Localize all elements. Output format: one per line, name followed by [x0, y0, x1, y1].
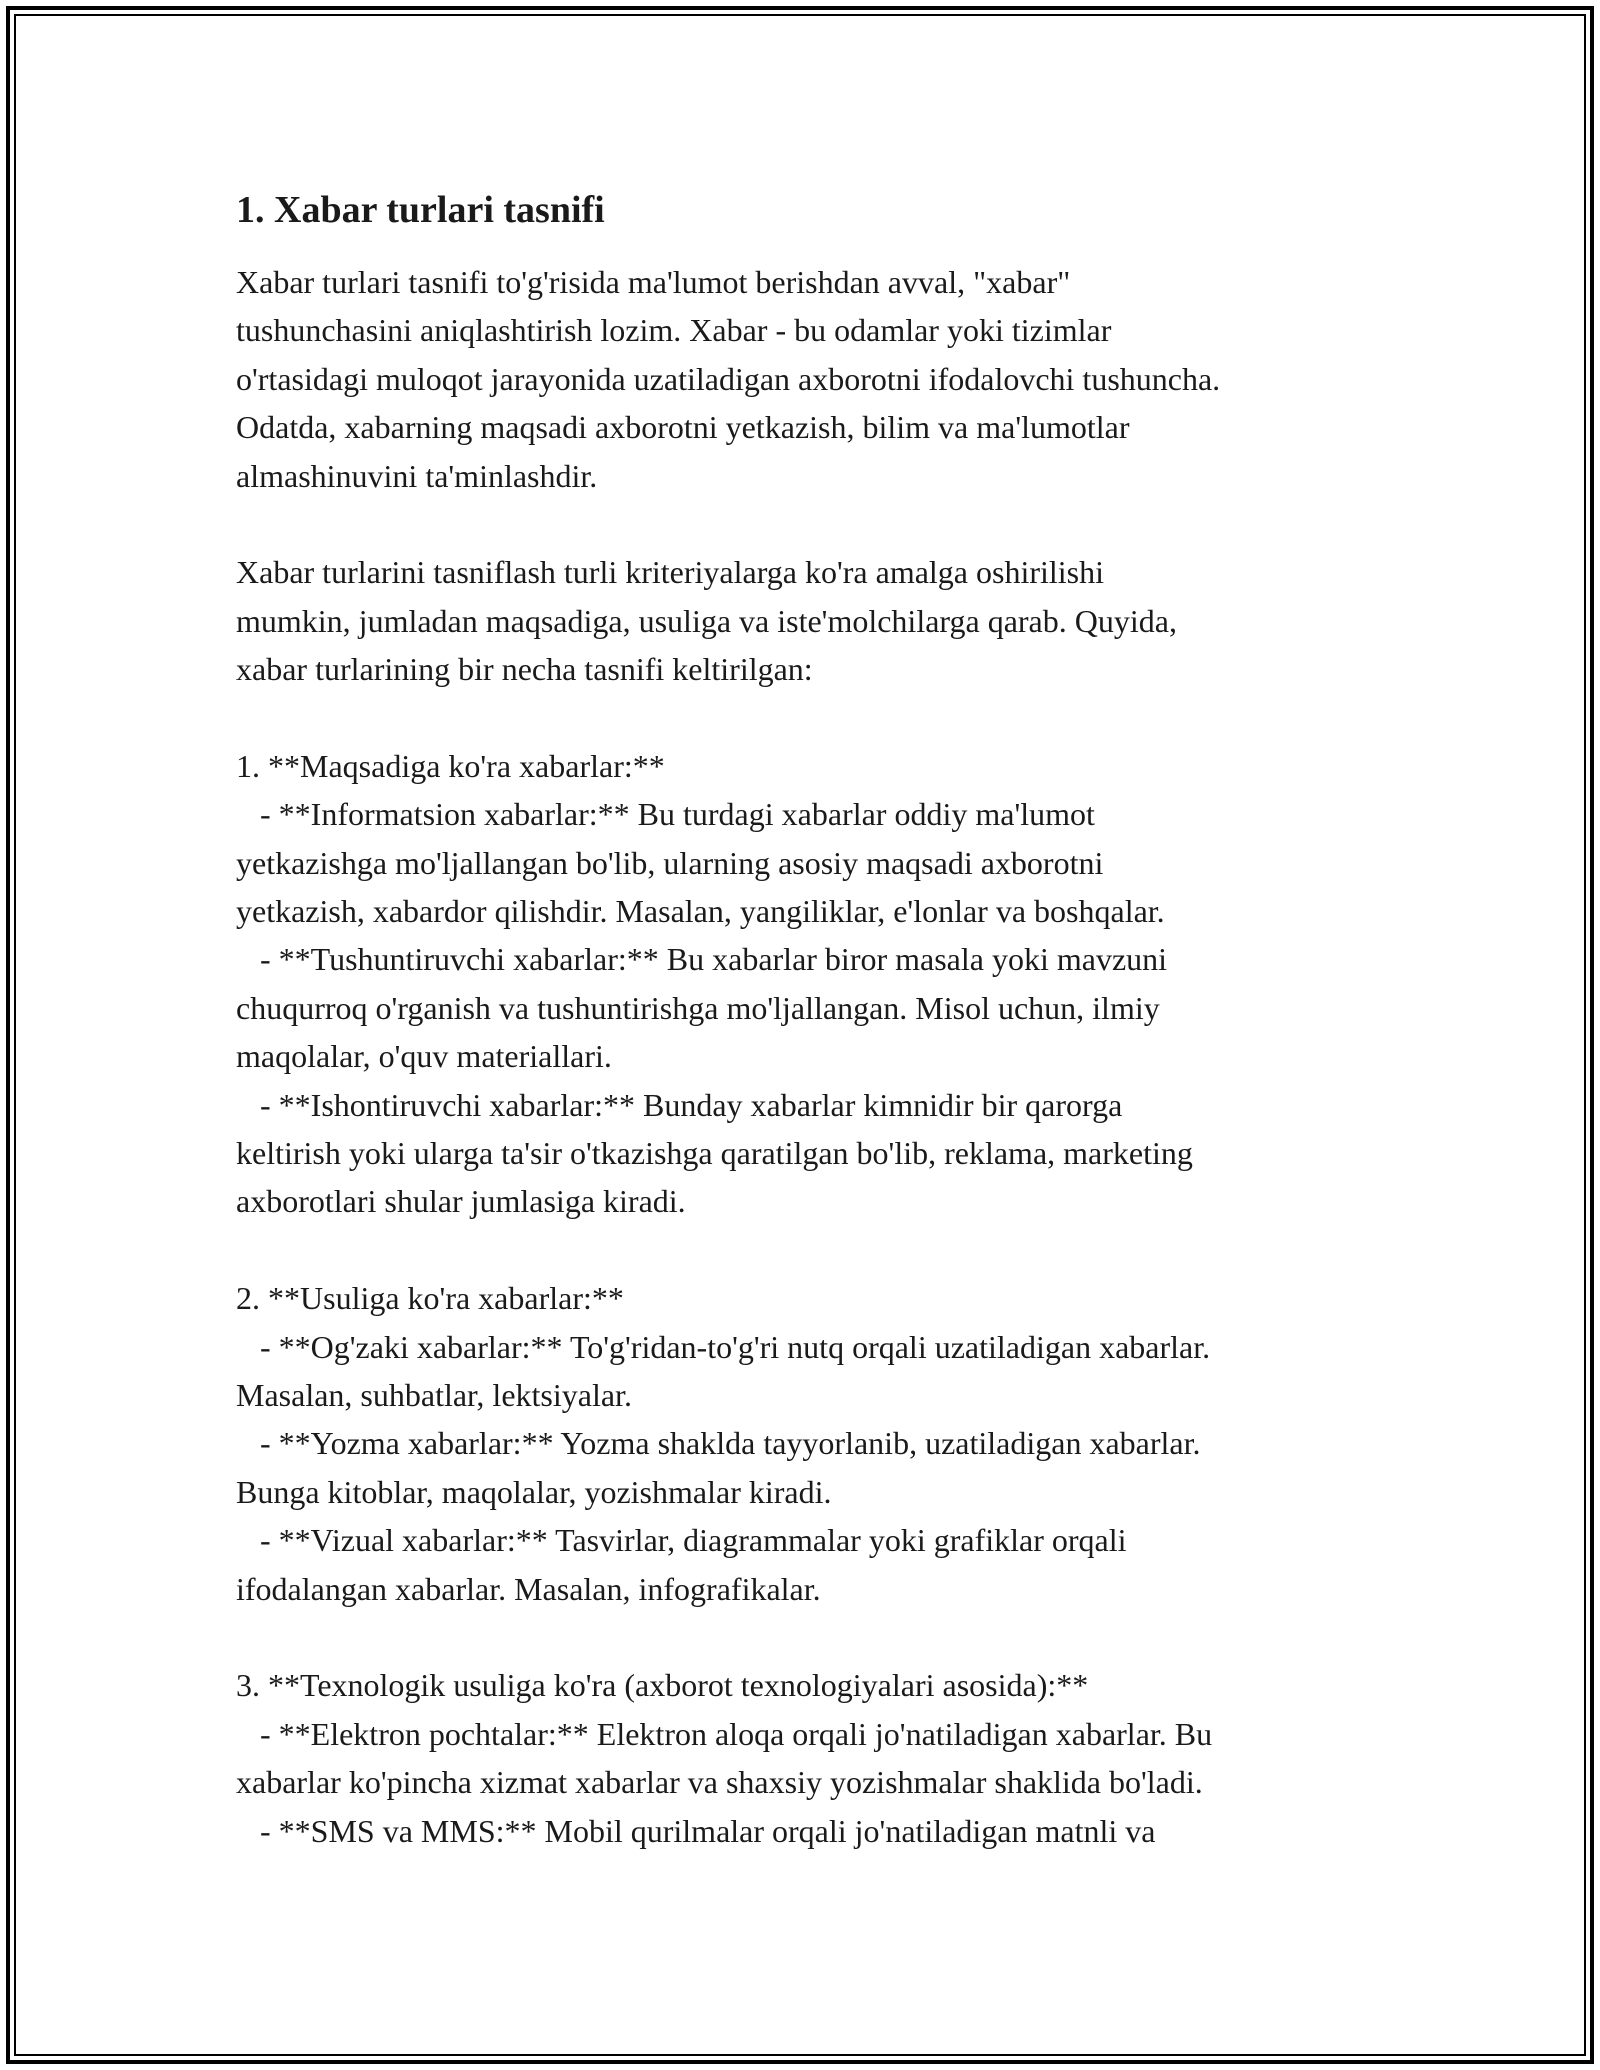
text-line: Xabar turlari tasnifi to'g'risida ma'lumot berishdan avval, "xabar" — [236, 264, 1071, 300]
text-line: almashinuvini ta'minlashdir. — [236, 457, 598, 494]
text-line: 3. **Texnologik usuliga ko'ra (axborot texnologiyalari asosida):** — [236, 1667, 1089, 1704]
text-line: - **Yozma xabarlar:** Yozma shaklda tayyorlanib, uzatiladigan xabarlar. — [236, 1425, 1201, 1462]
text-line: xabarlar ko'pincha xizmat xabarlar va shaxsiy yozishmalar shaklida bo'ladi. — [236, 1764, 1203, 1801]
text-line: - **Ishontiruvchi xabarlar:** Bunday xabarlar kimnidir bir qarorga — [236, 1086, 1123, 1123]
text-line: tushunchasini aniqlashtirish lozim. Xabar - bu odamlar yoki tizimlar — [236, 312, 1112, 349]
text-line: yetkazishga mo'ljallangan bo'lib, ularning asosiy maqsadi axborotni — [236, 844, 1104, 881]
paragraph — [236, 1661, 1376, 1855]
text-line: ifodalangan xabarlar. Masalan, infografikalar. — [236, 1570, 821, 1607]
text-line: mumkin, jumladan maqsadiga, usuliga va iste'molchilarga qarab. Quyida, — [236, 602, 1177, 639]
text-line: Masalan, suhbatlar, lektsiyalar. — [236, 1376, 632, 1413]
document-title: 1. Xabar turlari tasnifi — [236, 189, 605, 231]
text-line: keltirish yoki ularga ta'sir o'tkazishga qaratilgan bo'lib, reklama, marketing — [236, 1135, 1193, 1172]
text-line: 1. **Maqsadiga ko'ra xabarlar:** — [236, 747, 665, 784]
text-line: yetkazish, xabardor qilishdir. Masalan, yangiliklar, e'lonlar va boshqalar. — [236, 893, 1165, 930]
text-line: Xabar turlarini tasniflash turli kriteriyalarga ko'ra amalga oshirilishi — [236, 554, 1105, 591]
text-line: - **Elektron pochtalar:** Elektron aloqa orqali jo'natiladigan xabarlar. Bu — [236, 1715, 1213, 1752]
text-line: - **Vizual xabarlar:** Tasvirlar, diagrammalar yoki grafiklar orqali — [236, 1522, 1127, 1559]
text-line: Bunga kitoblar, maqolalar, yozishmalar kiradi. — [236, 1473, 832, 1510]
text-line: - **Og'zaki xabarlar:** To'g'ridan-to'g'ri nutq orqali uzatiladigan xabarlar. — [236, 1328, 1211, 1365]
text-line: - **SMS va MMS:** Mobil qurilmalar orqali jo'natiladigan matnli va — [236, 1812, 1156, 1849]
paragraph — [236, 258, 1376, 500]
text-line: xabar turlarining bir necha tasnifi keltirilgan: — [236, 651, 813, 688]
text-line: 2. **Usuliga ko'ra xabarlar:** — [236, 1280, 624, 1317]
paragraph — [236, 1274, 1376, 1613]
text-line: o'rtasidagi muloqot jarayonida uzatiladigan axborotni ifodalovchi tushuncha. — [236, 360, 1221, 397]
document-body — [236, 186, 1376, 1855]
paragraph — [236, 742, 1376, 1226]
text-line: chuqurroq o'rganish va tushuntirishga mo'ljallangan. Misol uchun, ilmiy — [236, 989, 1160, 1026]
paragraph — [236, 548, 1376, 693]
text-line: maqolalar, o'quv materiallari. — [236, 1038, 612, 1075]
paragraph-list — [236, 258, 1376, 1855]
text-line: axborotlari shular jumlasiga kiradi. — [236, 1183, 686, 1220]
text-line: - **Informatsion xabarlar:** Bu turdagi xabarlar oddiy ma'lumot — [236, 796, 1095, 833]
text-line: Odatda, xabarning maqsadi axborotni yetkazish, bilim va ma'lumotlar — [236, 409, 1130, 446]
text-line: - **Tushuntiruvchi xabarlar:** Bu xabarlar biror masala yoki mavzuni — [236, 941, 1168, 978]
